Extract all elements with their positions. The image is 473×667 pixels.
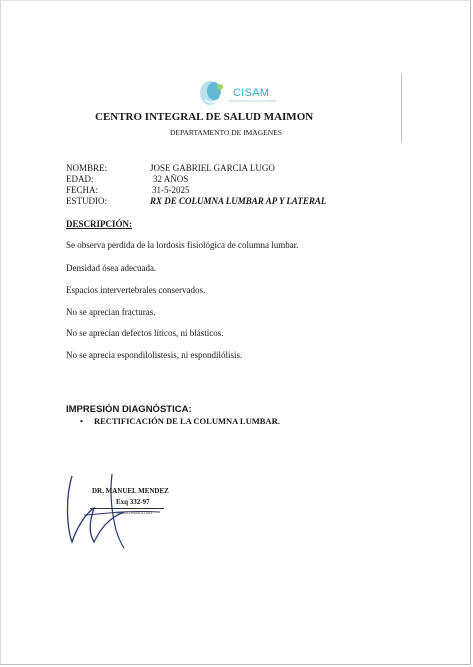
patient-age-value: 32 AÑOS [153, 174, 189, 184]
impression-list [80, 416, 280, 426]
impression-title: IMPRESIÓN DIAGNÓSTICA: [66, 404, 192, 415]
description-title: DESCRIPCIÓN: [66, 219, 133, 229]
study-date-label: FECHA: [66, 185, 99, 195]
description-paragraph: Espacios intervertebrales conservados. [66, 285, 206, 295]
physician-exequatur: Exq 332-97 [116, 498, 150, 506]
handwritten-signature-icon [64, 470, 194, 550]
description-paragraph: No se aprecia espondilolistesis, ni espondilólisis. [66, 350, 243, 360]
physician-name: DR. MANUEL MENDEZ [92, 487, 169, 495]
institution-title: CENTRO INTEGRAL DE SALUD MAIMON [95, 111, 314, 123]
description-paragraph: No se aprecian defectos líticos, ni blásticos. [66, 328, 224, 338]
study-type-label: ESTUDIO: [66, 196, 107, 206]
study-date-value: 31-5-2025 [152, 185, 190, 195]
study-type-value: RX DE COLUMNA LUMBAR AP Y LATERAL [150, 196, 327, 206]
description-paragraph: Se observa perdida de la lordosis fisiológica de columna lumbar. [66, 240, 299, 250]
patient-name-label: NOMBRE: [66, 163, 108, 173]
impression-item: • RECTIFICACIÓN DE LA COLUMNA LUMBAR. [80, 416, 280, 426]
physician-role: MEDICO RADIOLOGO [116, 511, 153, 515]
logo-wordmark: CISAM [233, 87, 270, 99]
signature-line [90, 508, 164, 509]
description-paragraph: Densidad ósea adecuada. [66, 263, 157, 273]
description-paragraph: No se aprecian fracturas. [66, 307, 156, 317]
logo-subtext: CENTRO INTEGRAL DE SALUD MAIMON [228, 100, 276, 103]
margin-rule [401, 73, 402, 143]
patient-name-value: JOSE GABRIEL GARCIA LUGO [150, 163, 275, 173]
department-title: DEPARTAMENTO DE IMAGENES [170, 128, 282, 137]
patient-age-label: EDAD: [66, 174, 94, 184]
